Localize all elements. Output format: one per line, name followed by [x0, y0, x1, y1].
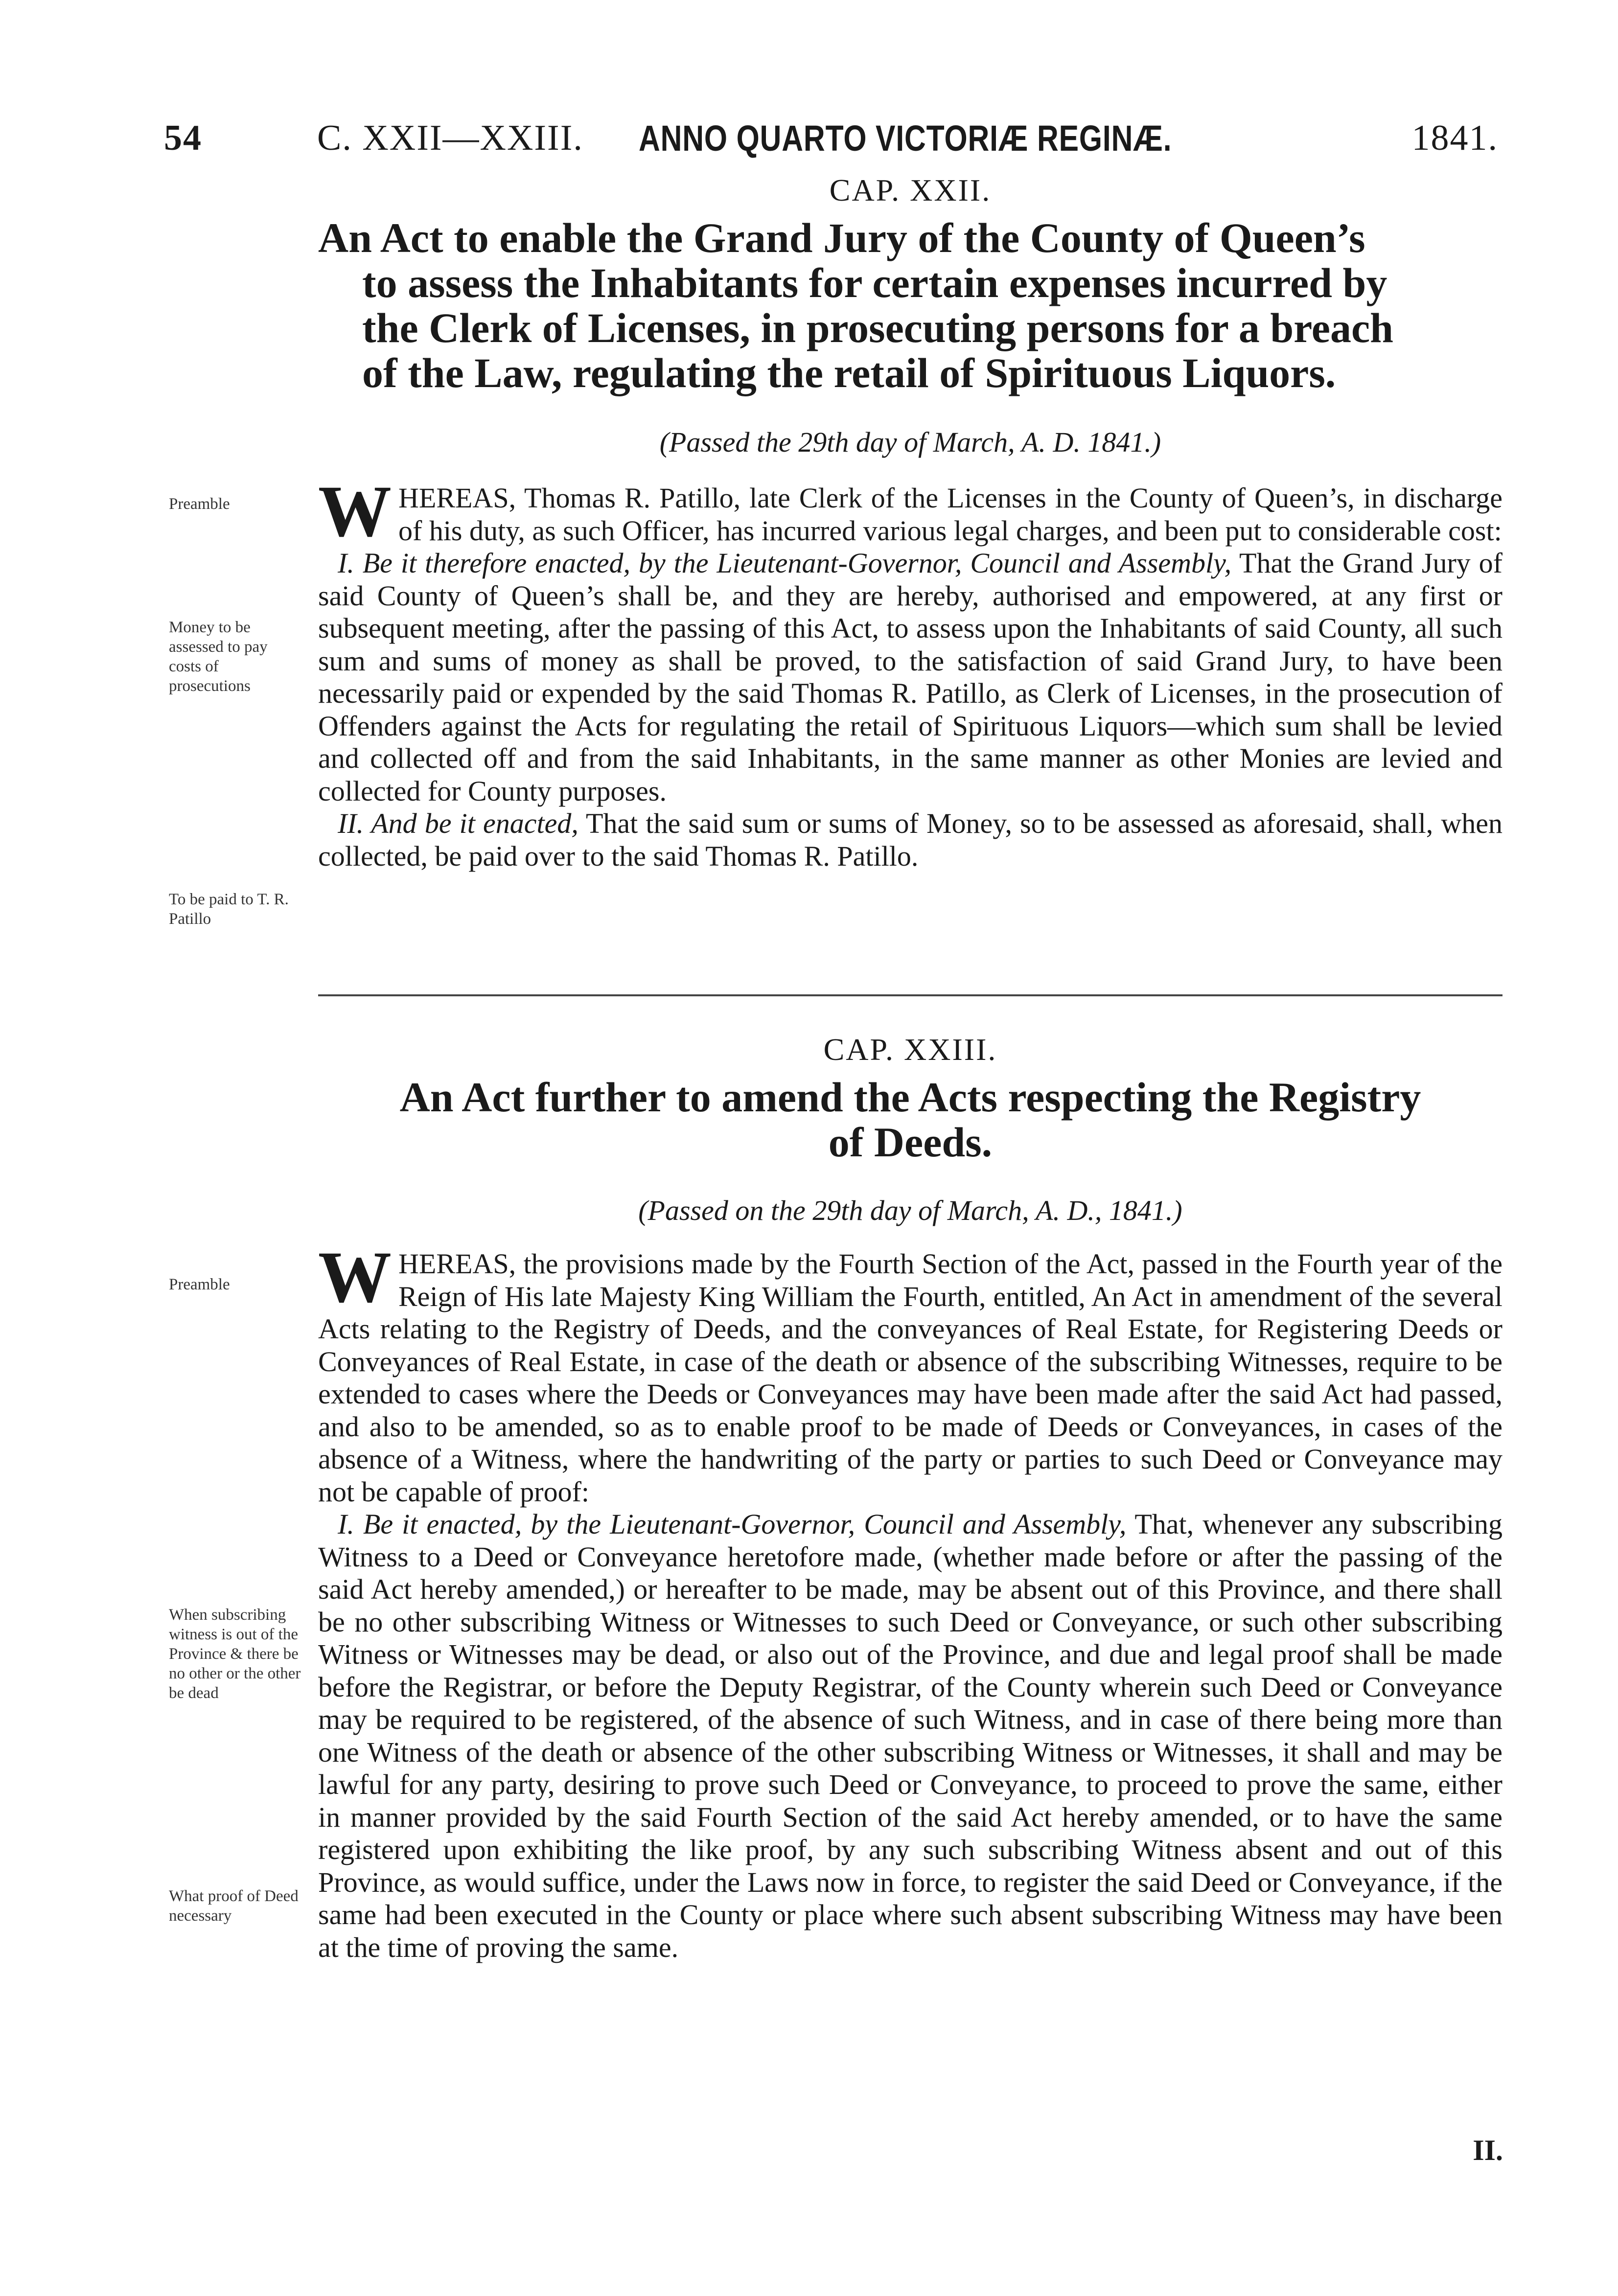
dropcap: W	[318, 1237, 392, 1318]
cap22-title	[318, 215, 1502, 395]
cap22-section-1	[318, 547, 1502, 807]
section-text: That, whenever any subscribing Witness to a Deed or Conveyance heretofore made, (whether made before or after the passing of the said Act hereby amended,) or hereafter to be made, may be absent out of this Province, and there shall be no other subscribing Witness or Witnesses to such Deed or Conveyance, or such other subscribing Witness or Witnesses may be dead, or also out of the Province, and due and legal proof shall be made before the Registrar, or before the Deputy Registrar, of the County wherein such Deed or Conveyance may be required to be registered, of the absence of such Witness, and in case of there being more than one Witness of the death or absence of the other subscribing Witness or Witnesses, it shall and may be lawful for any party, desiring to prove such Deed or Conveyance, to proceed to prove the same, either in manner provided by the said Fourth Section of the said Act hereby amended, or to have the same registered upon exhibiting the like proof, by any such subscribing Witness absent and out of this Province, as would suffice, under the Laws now in force, to register the said Deed or Conveyance, if the same had been executed in the County or place where such absent subscribing Witness may have been at the time of proving the same.	[318, 1508, 1503, 1963]
cap22-passed: (Passed the 29th day of March, A. D. 1841.)	[659, 426, 1161, 458]
cap22-margin-assess: Money to be assessed to pay costs of prosecutions	[169, 619, 268, 695]
header-anno: ANNO QUARTO VICTORIÆ REGINÆ.	[639, 118, 1172, 159]
cap23-section-1	[318, 1508, 1502, 1964]
cap23-margin-witness: When subscribing witness is out of the Province & there be no other or the other be dead	[169, 1606, 301, 1702]
cap22-preamble	[318, 471, 1502, 552]
cap22-margin-paid: To be paid to T. R. Patillo	[169, 891, 289, 928]
preamble-text: HEREAS, the provisions made by the Fourth Section of the Act, passed in the Fourth year of the Reign of His late Majesty King William the Fourth, entitled, An Act in amendment of the several Acts relating to the Registry of Deeds, and the conveyances of Real Estate, for Registering Deeds or Conveyances of Real Estate, in case of the death or absence of the subscribing Witnesses, require to be extended to cases where the Deeds or Conveyances may have been made after the said Act had passed, and also to be amended, so as to enable proof to be made of Deeds or Conveyances, in cases of the absence of a Witness, where the handwriting of the party or parties to such Deed or Conveyance may not be capable of proof:	[318, 1248, 1502, 1508]
cap23-title-line: of Deeds.	[828, 1119, 993, 1166]
enacting-clause: I. Be it therefore enacted, by the Lieutenant-Governor, Council and Assembly,	[338, 547, 1232, 579]
cap23-heading: CAP. XXIII.	[823, 1032, 997, 1067]
section-text: That the Grand Jury of said County of Queen’s shall be, and they are hereby, authorised and empowered, at any first or subsequent meeting, after the passing of this Act, to assess upon the Inhabitants of said County, all such sum and sums of money as shall be proved, to the satisfaction of said Grand Jury, to have been necessarily paid or expended by the said Thomas R. Patillo, as Clerk of Licenses, in the prosecution of Offenders against the Acts for regulating the retail of Spirituous Liquors—which sum shall be levied and collected off and from the said Inhabitants, in the same manner as other Monies are levied and collected for County purposes.	[318, 547, 1502, 807]
header-chapters: C. XXII—XXIII.	[317, 118, 583, 158]
cap22-margin-preamble: Preamble	[169, 495, 230, 513]
cap22-title-line: An Act to enable the Grand Jury of the County of Queen’s	[318, 214, 1365, 261]
cap23-margin-proof: What proof of Deed necessary	[169, 1887, 299, 1925]
enacting-clause: I. Be it enacted, by the Lieutenant-Governor, Council and Assembly,	[338, 1508, 1127, 1540]
catchword: II.	[1473, 2134, 1503, 2166]
section-text: That the said sum or sums of Money, so to be assessed as aforesaid, shall, when collected, be paid over to the said Thomas R. Patillo.	[318, 807, 1503, 872]
dropcap: W	[318, 471, 392, 552]
cap22-title-line: to assess the Inhabitants for certain expenses incurred by	[362, 259, 1387, 306]
cap22-section-2	[318, 807, 1502, 872]
cap22-title-line: of the Law, regulating the retail of Spirituous Liquors.	[362, 349, 1336, 396]
cap22-heading: CAP. XXII.	[829, 173, 992, 207]
cap23-title	[318, 1075, 1502, 1165]
cap23-preamble	[318, 1237, 1502, 1508]
enacting-clause: II. And be it enacted,	[338, 807, 578, 839]
cap23-passed: (Passed on the 29th day of March, A. D., 1841.)	[638, 1194, 1182, 1226]
cap23-margin-preamble: Preamble	[169, 1276, 230, 1293]
page-number: 54	[164, 118, 202, 158]
cap23-title-line: An Act further to amend the Acts respecting the Registry	[399, 1074, 1421, 1121]
cap23-body	[318, 1237, 1503, 1964]
cap22-title-line: the Clerk of Licenses, in prosecuting persons for a breach	[362, 304, 1393, 351]
header-year: 1841.	[1411, 118, 1498, 158]
cap22-body	[318, 471, 1503, 872]
preamble-text: HEREAS, Thomas R. Patillo, late Clerk of the Licenses in the County of Queen’s, in discharge of his duty, as such Officer, has incurred various legal charges, and been put to considerable cost:	[398, 482, 1502, 547]
section-divider	[318, 994, 1502, 996]
